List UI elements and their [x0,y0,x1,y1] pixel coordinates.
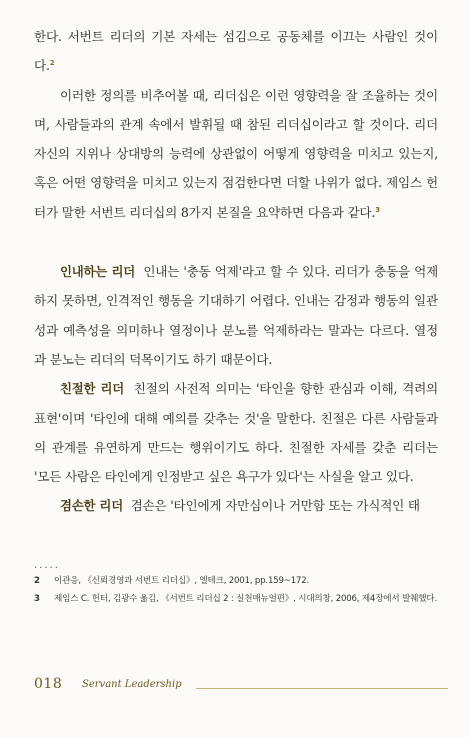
paragraph-2-text: 이러한 정의를 비추어볼 때, 리더십은 이런 영향력을 잘 조율하는 것이며, 사람들과의 관계 속에서 발휘될 때 참된 리더십이라고 할 것이다. 리더 자신의 지위나 상대방의 능력에 상관없이 어떻게 영향력을 미치고 있는지, 혹은 어떤 영향력을 미치고 있는지 점검한다면 더할 나위가 없다. 제임스 헌터가 말한 서번트 리더십의 8가지 본질을 요약하면 다음과 같다. [34,87,438,220]
footnote-text: 제임스 C. 헌터, 김광수 옮김, 《서번트 리더십 2 : 실천매뉴얼편》, 시대의창, 2006, 제4장에서 발췌했다. [54,593,437,604]
main-text [34,22,438,521]
term-kind-leader: 친절한 리더 [60,381,125,397]
paragraph-continuation [34,22,438,81]
term-humble-leader: 겸손한 리더 [60,498,123,514]
footnote-ref-3: 3 [375,205,380,214]
footnote-ref-2: 2 [49,59,55,68]
paragraph-4-text: 친절의 사전적 의미는 '타인을 향한 관심과 이해, 격려의 표현'이며 '타인에 대해 예의를 갖추는 것'을 말한다. 친절은 다른 사람들과의 관계를 유연하게 만드는 행위이기도 하다. 친절한 자세를 갖춘 리더는 '모든 사람은 타인에게 인정받고 싶은 욕구가 있다'는 사실을 알고 있다. [34,381,439,485]
paragraph-kind-leader [34,374,438,491]
running-title: Servant Leadership [82,679,182,690]
footnote-separator: ..... [34,560,60,571]
paragraph-1-text: 한다. 서번트 리더의 기본 자세는 섬김으로 공동체를 이끄는 사람인 것이다. [34,29,438,74]
paragraph-humble-leader [34,491,438,520]
footnote-2 [34,574,438,590]
paragraph-definition [34,81,438,227]
footnote-3 [34,592,438,608]
section-gap [34,227,438,257]
footnote-number: 2 [34,576,40,586]
paragraph-5-text: 겸손은 '타인에게 자만심이나 거만함 또는 가식적인 태 [130,498,420,514]
page-number: 018 [34,676,63,692]
footnotes [34,574,438,610]
paragraph-patient-leader [34,257,438,374]
paragraph-3-text: 인내는 '충동 억제'라고 할 수 있다. 리더가 충동을 억제하지 못하면, 인격적인 행동을 기대하기 어렵다. 인내는 감정과 행동의 일관성과 예측성을 의미하나 열정이나 분노를 억제하라는 말과는 다르다. 열정과 분노는 리더의 덕목이기도 하기 때문이다. [34,264,438,367]
footnote-number: 3 [34,593,40,604]
term-patient-leader: 인내하는 리더 [60,264,136,280]
footnote-text: 이관응, 《신뢰경영과 서번트 리더십》, 엘테크, 2001, pp.159~172. [54,576,310,586]
footer-rule [196,688,448,689]
